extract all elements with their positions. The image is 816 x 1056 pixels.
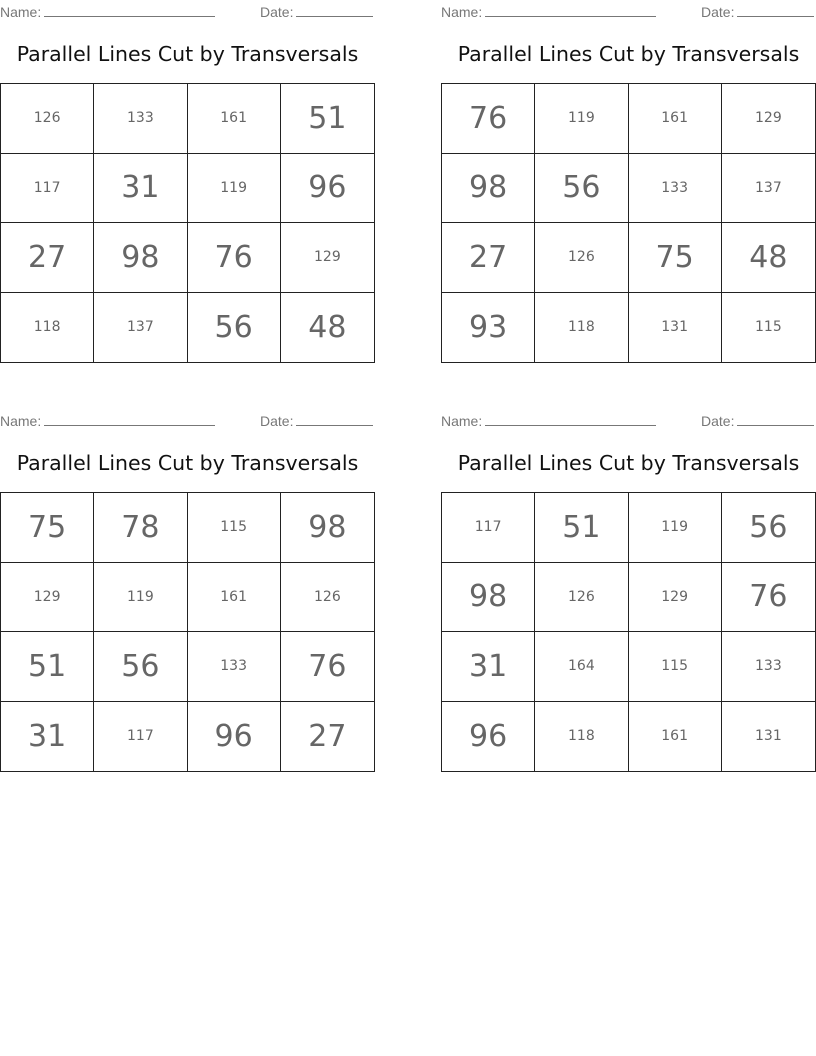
card-title: Parallel Lines Cut by Transversals [16,451,359,475]
name-label: Name: [441,413,483,429]
grid-cell: 118 [535,293,628,363]
grid-cell: 118 [1,293,94,363]
header-fields [0,2,375,20]
grid-cell: 117 [442,493,535,563]
grid-cell: 27 [442,223,535,293]
grid-cell: 96 [442,702,535,772]
grid-cell: 129 [722,84,815,154]
card-title: Parallel Lines Cut by Transversals [457,42,800,66]
grid-cell: 161 [188,563,281,633]
grid-cell: 98 [281,493,374,563]
grid-cell: 129 [281,223,374,293]
name-field [0,411,215,429]
grid-cell: 48 [308,309,347,345]
grid-cell: 129 [1,563,94,633]
grid-cell: 137 [722,154,815,224]
grid-cell: 117 [1,154,94,224]
grid-cell: 133 [629,154,722,224]
date-blank-line [737,2,814,17]
grid-cell: 76 [722,563,815,633]
grid-cell: 98 [442,563,535,633]
grid-cell: 133 [722,632,815,702]
grid-cell: 129 [629,563,722,633]
grid-cell: 119 [629,493,722,563]
bingo-grid [441,83,816,363]
grid-cell: 164 [535,632,628,702]
grid-cell: 115 [629,632,722,702]
date-label: Date: [701,413,735,429]
grid-cell: 96 [281,154,374,224]
grid-cell: 126 [281,563,374,633]
grid-cell: 27 [1,223,94,293]
grid-cell: 119 [535,84,628,154]
grid-cell: 75 [1,493,94,563]
bingo-grid [0,83,375,363]
grid-cell: 98 [94,223,187,293]
date-label: Date: [701,4,735,20]
grid-cell: 76 [442,84,535,154]
grid-cell: 76 [281,632,374,702]
grid-cell: 118 [535,702,628,772]
card-title: Parallel Lines Cut by Transversals [16,42,359,66]
grid-cell: 119 [94,563,187,633]
grid-cell: 51 [535,493,628,563]
name-label: Name: [0,413,42,429]
grid-cell: 126 [535,563,628,633]
grid-cell: 161 [629,84,722,154]
bingo-grid [0,492,375,772]
date-label: Date: [260,4,294,20]
grid-cell: 117 [94,702,187,772]
grid-cell: 96 [188,702,281,772]
name-blank-line [44,411,215,426]
header-fields [0,411,375,429]
grid-cell: 119 [188,154,281,224]
date-blank-line [296,2,373,17]
header-fields [441,411,816,429]
card-title: Parallel Lines Cut by Transversals [457,451,800,475]
grid-cell: 56 [722,493,815,563]
date-label: Date: [260,413,294,429]
name-label: Name: [441,4,483,20]
date-field [701,411,814,429]
grid-cell: 78 [94,493,187,563]
grid-cell: 48 [722,223,815,293]
grid-cell: 51 [1,632,94,702]
date-field [701,2,814,20]
date-blank-line [737,411,814,426]
name-field [0,2,215,20]
grid-cell: 161 [188,84,281,154]
grid-cell: 133 [188,632,281,702]
grid-cell: 27 [308,718,347,754]
grid-cell: 56 [188,293,281,363]
name-label: Name: [0,4,42,20]
grid-cell: 98 [442,154,535,224]
grid-cell: 75 [629,223,722,293]
date-field [260,2,373,20]
grid-cell: 133 [94,84,187,154]
name-blank-line [485,2,656,17]
grid-cell: 56 [94,632,187,702]
name-blank-line [44,2,215,17]
name-field [441,2,656,20]
grid-cell: 76 [188,223,281,293]
grid-cell: 51 [281,84,374,154]
grid-cell: 126 [535,223,628,293]
grid-cell: 115 [755,319,782,336]
date-blank-line [296,411,373,426]
grid-cell: 137 [94,293,187,363]
header-fields [441,2,816,20]
grid-cell: 131 [629,293,722,363]
grid-cell: 31 [442,632,535,702]
bingo-grid [441,492,816,772]
grid-cell: 115 [188,493,281,563]
grid-cell: 31 [1,702,94,772]
grid-cell: 131 [755,728,782,745]
grid-cell: 56 [535,154,628,224]
date-field [260,411,373,429]
name-blank-line [485,411,656,426]
grid-cell: 93 [442,293,535,363]
grid-cell: 126 [1,84,94,154]
grid-cell: 161 [629,702,722,772]
grid-cell: 31 [94,154,187,224]
name-field [441,411,656,429]
